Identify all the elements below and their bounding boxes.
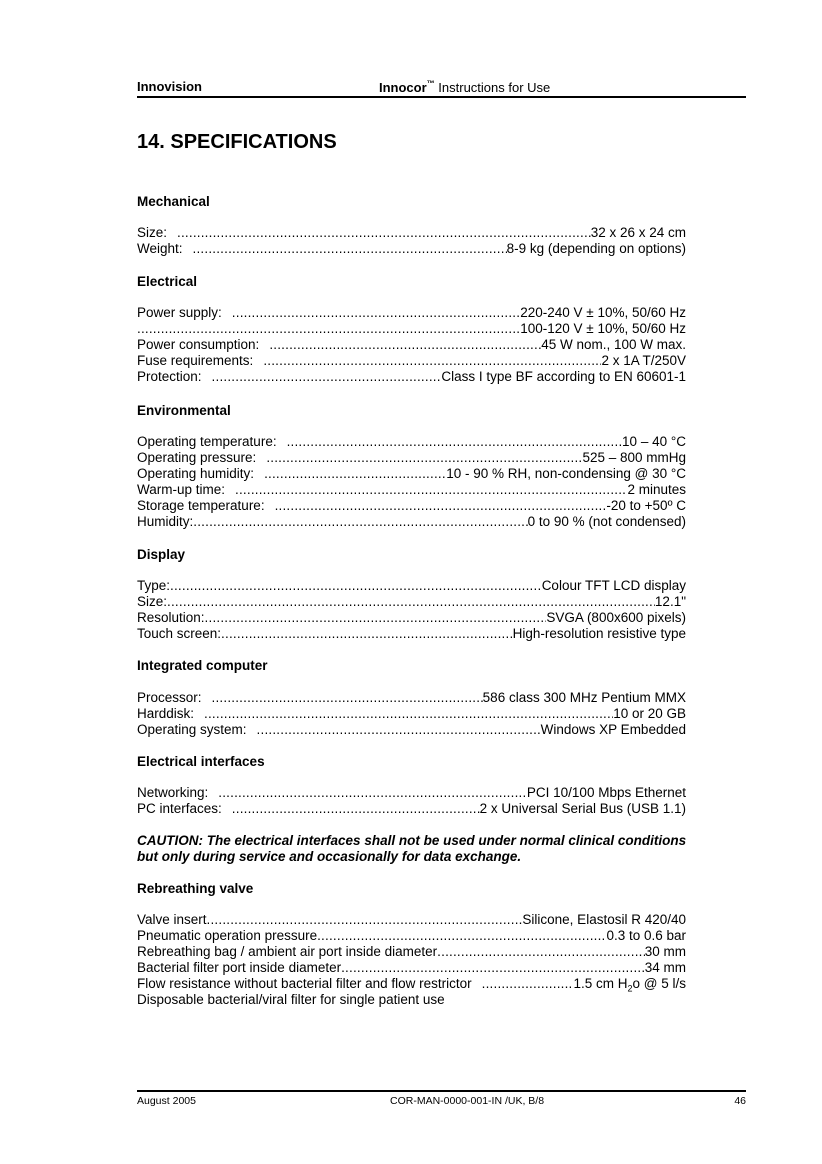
spec-value: 2 x Universal Serial Bus (USB 1.1) (479, 801, 686, 816)
spec-value: SVGA (800x600 pixels) (546, 610, 686, 625)
spec-value: 10 – 40 °C (622, 434, 686, 449)
header-brand: Innovision (137, 79, 202, 94)
spec-list-display (137, 578, 686, 642)
spec-row (137, 337, 686, 353)
spec-label: Networking: (137, 785, 209, 800)
spec-label: Rebreathing bag / ambient air port inside diameter (137, 944, 438, 959)
header-product: Innocor (379, 80, 427, 95)
spec-label: Power consumption: (137, 337, 260, 352)
spec-label: Humidity: (137, 514, 194, 529)
spec-row (137, 610, 686, 626)
subscript-2: 2 (627, 983, 633, 992)
spec-label: Operating humidity: (137, 466, 255, 481)
spec-value: 10 - 90 % RH, non-condensing @ 30 °C (446, 466, 686, 481)
spec-row (137, 690, 686, 706)
spec-label: Operating pressure: (137, 450, 257, 465)
spec-list-environmental (137, 434, 686, 530)
spec-value: High-resolution resistive type (512, 626, 686, 641)
page-title: 14. SPECIFICATIONS (137, 131, 337, 153)
spec-label: Flow resistance without bacterial filter and flow restrictor (137, 976, 472, 991)
spec-row (137, 960, 686, 976)
spec-value: -20 to +50º C (606, 498, 686, 513)
spec-value: 45 W nom., 100 W max. (541, 337, 686, 352)
footer-document-code: COR-MAN-0000-001-IN /UK, B/8 (390, 1095, 545, 1107)
spec-row (137, 466, 686, 482)
spec-row (137, 241, 686, 257)
spec-row (137, 706, 686, 722)
spec-value: 32 x 26 x 24 cm (590, 225, 686, 240)
section-heading-environmental: Environmental (137, 403, 231, 418)
trademark-symbol: ™ (426, 79, 435, 88)
spec-value: 30 mm (644, 944, 686, 959)
spec-label: Weight: (137, 241, 183, 256)
spec-label: Protection: (137, 369, 202, 384)
spec-value (573, 976, 686, 992)
section-heading-display: Display (137, 547, 186, 562)
page-footer (137, 1090, 746, 1108)
spec-value: 586 class 300 MHz Pentium MMX (482, 690, 686, 705)
header-title-rest: Instructions for Use (434, 80, 551, 95)
spec-value: Colour TFT LCD display (541, 578, 686, 593)
spec-value: 10 or 20 GB (613, 706, 686, 721)
spec-label: Storage temperature: (137, 498, 265, 513)
spec-list-electrical-interfaces (137, 785, 686, 817)
flow-resistance-unit: o @ 5 l/s (632, 976, 686, 991)
spec-row (137, 225, 686, 241)
spec-list-electrical (137, 305, 686, 385)
spec-label: Fuse requirements: (137, 353, 254, 368)
spec-list-mechanical (137, 225, 686, 257)
spec-value: 100-120 V ± 10%, 50/60 Hz (520, 321, 686, 336)
header-document-title (379, 79, 550, 95)
caution-notice: CAUTION: The electrical interfaces shall not be used under normal clinical conditions but only during service and occasionally for data exchange. (137, 833, 687, 864)
spec-value: 8-9 kg (depending on options) (506, 241, 686, 256)
section-heading-mechanical: Mechanical (137, 194, 210, 209)
spec-label: Resolution: (137, 610, 205, 625)
spec-value: 2 minutes (627, 482, 686, 497)
spec-label: Operating temperature: (137, 434, 277, 449)
spec-label: Pneumatic operation pressure (137, 928, 318, 943)
spec-note: Disposable bacterial/viral filter for single patient use (137, 992, 445, 1007)
section-heading-electrical: Electrical (137, 274, 198, 289)
spec-value: 220-240 V ± 10%, 50/60 Hz (520, 305, 686, 320)
spec-label: Processor: (137, 690, 202, 705)
spec-value: Silicone, Elastosil R 420/40 (522, 912, 686, 927)
flow-resistance-value: 1.5 cm H (573, 976, 628, 991)
spec-row (137, 578, 686, 594)
spec-row (137, 944, 686, 960)
spec-row (137, 626, 686, 642)
spec-label: Valve insert (137, 912, 207, 927)
spec-label: Harddisk: (137, 706, 195, 721)
spec-row (137, 369, 686, 385)
spec-label: Operating system: (137, 722, 247, 737)
spec-row (137, 514, 686, 530)
spec-label: PC interfaces: (137, 801, 222, 816)
spec-row (137, 321, 686, 337)
spec-label: Touch screen: (137, 626, 222, 641)
spec-label: Bacterial filter port inside diameter (137, 960, 342, 975)
footer-date: August 2005 (137, 1095, 196, 1107)
spec-value: 0 to 90 % (not condensed) (527, 514, 686, 529)
spec-label: Size: (137, 225, 168, 240)
spec-row (137, 801, 686, 817)
spec-label: Warm-up time: (137, 482, 226, 497)
spec-row (137, 305, 686, 321)
spec-row (137, 785, 686, 801)
spec-value: PCI 10/100 Mbps Ethernet (526, 785, 686, 800)
spec-label: Type: (137, 578, 171, 593)
spec-value: 34 mm (644, 960, 686, 975)
spec-label: Power supply: (137, 305, 222, 320)
spec-value: 525 – 800 mmHg (582, 450, 686, 465)
spec-value: Windows XP Embedded (540, 722, 686, 737)
spec-list-integrated-computer (137, 690, 686, 738)
spec-row (137, 498, 686, 514)
spec-row (137, 482, 686, 498)
spec-row (137, 450, 686, 466)
spec-row (137, 594, 686, 610)
spec-row (137, 976, 686, 992)
spec-row (137, 912, 686, 928)
spec-row (137, 928, 686, 944)
section-heading-rebreathing-valve: Rebreathing valve (137, 881, 254, 896)
spec-label: Size: (137, 594, 168, 609)
spec-value: 12.1" (654, 594, 686, 609)
spec-value: Class I type BF according to EN 60601-1 (441, 369, 686, 384)
spec-row (137, 722, 686, 738)
spec-value: 2 x 1A T/250V (601, 353, 686, 368)
section-heading-electrical-interfaces: Electrical interfaces (137, 754, 265, 769)
spec-row (137, 353, 686, 369)
footer-page-number: 46 (734, 1095, 746, 1107)
page-header (137, 78, 746, 98)
section-heading-integrated-computer: Integrated computer (137, 658, 268, 673)
spec-list-rebreathing-valve (137, 912, 686, 1008)
spec-row (137, 434, 686, 450)
spec-value: 0.3 to 0.6 bar (606, 928, 686, 943)
